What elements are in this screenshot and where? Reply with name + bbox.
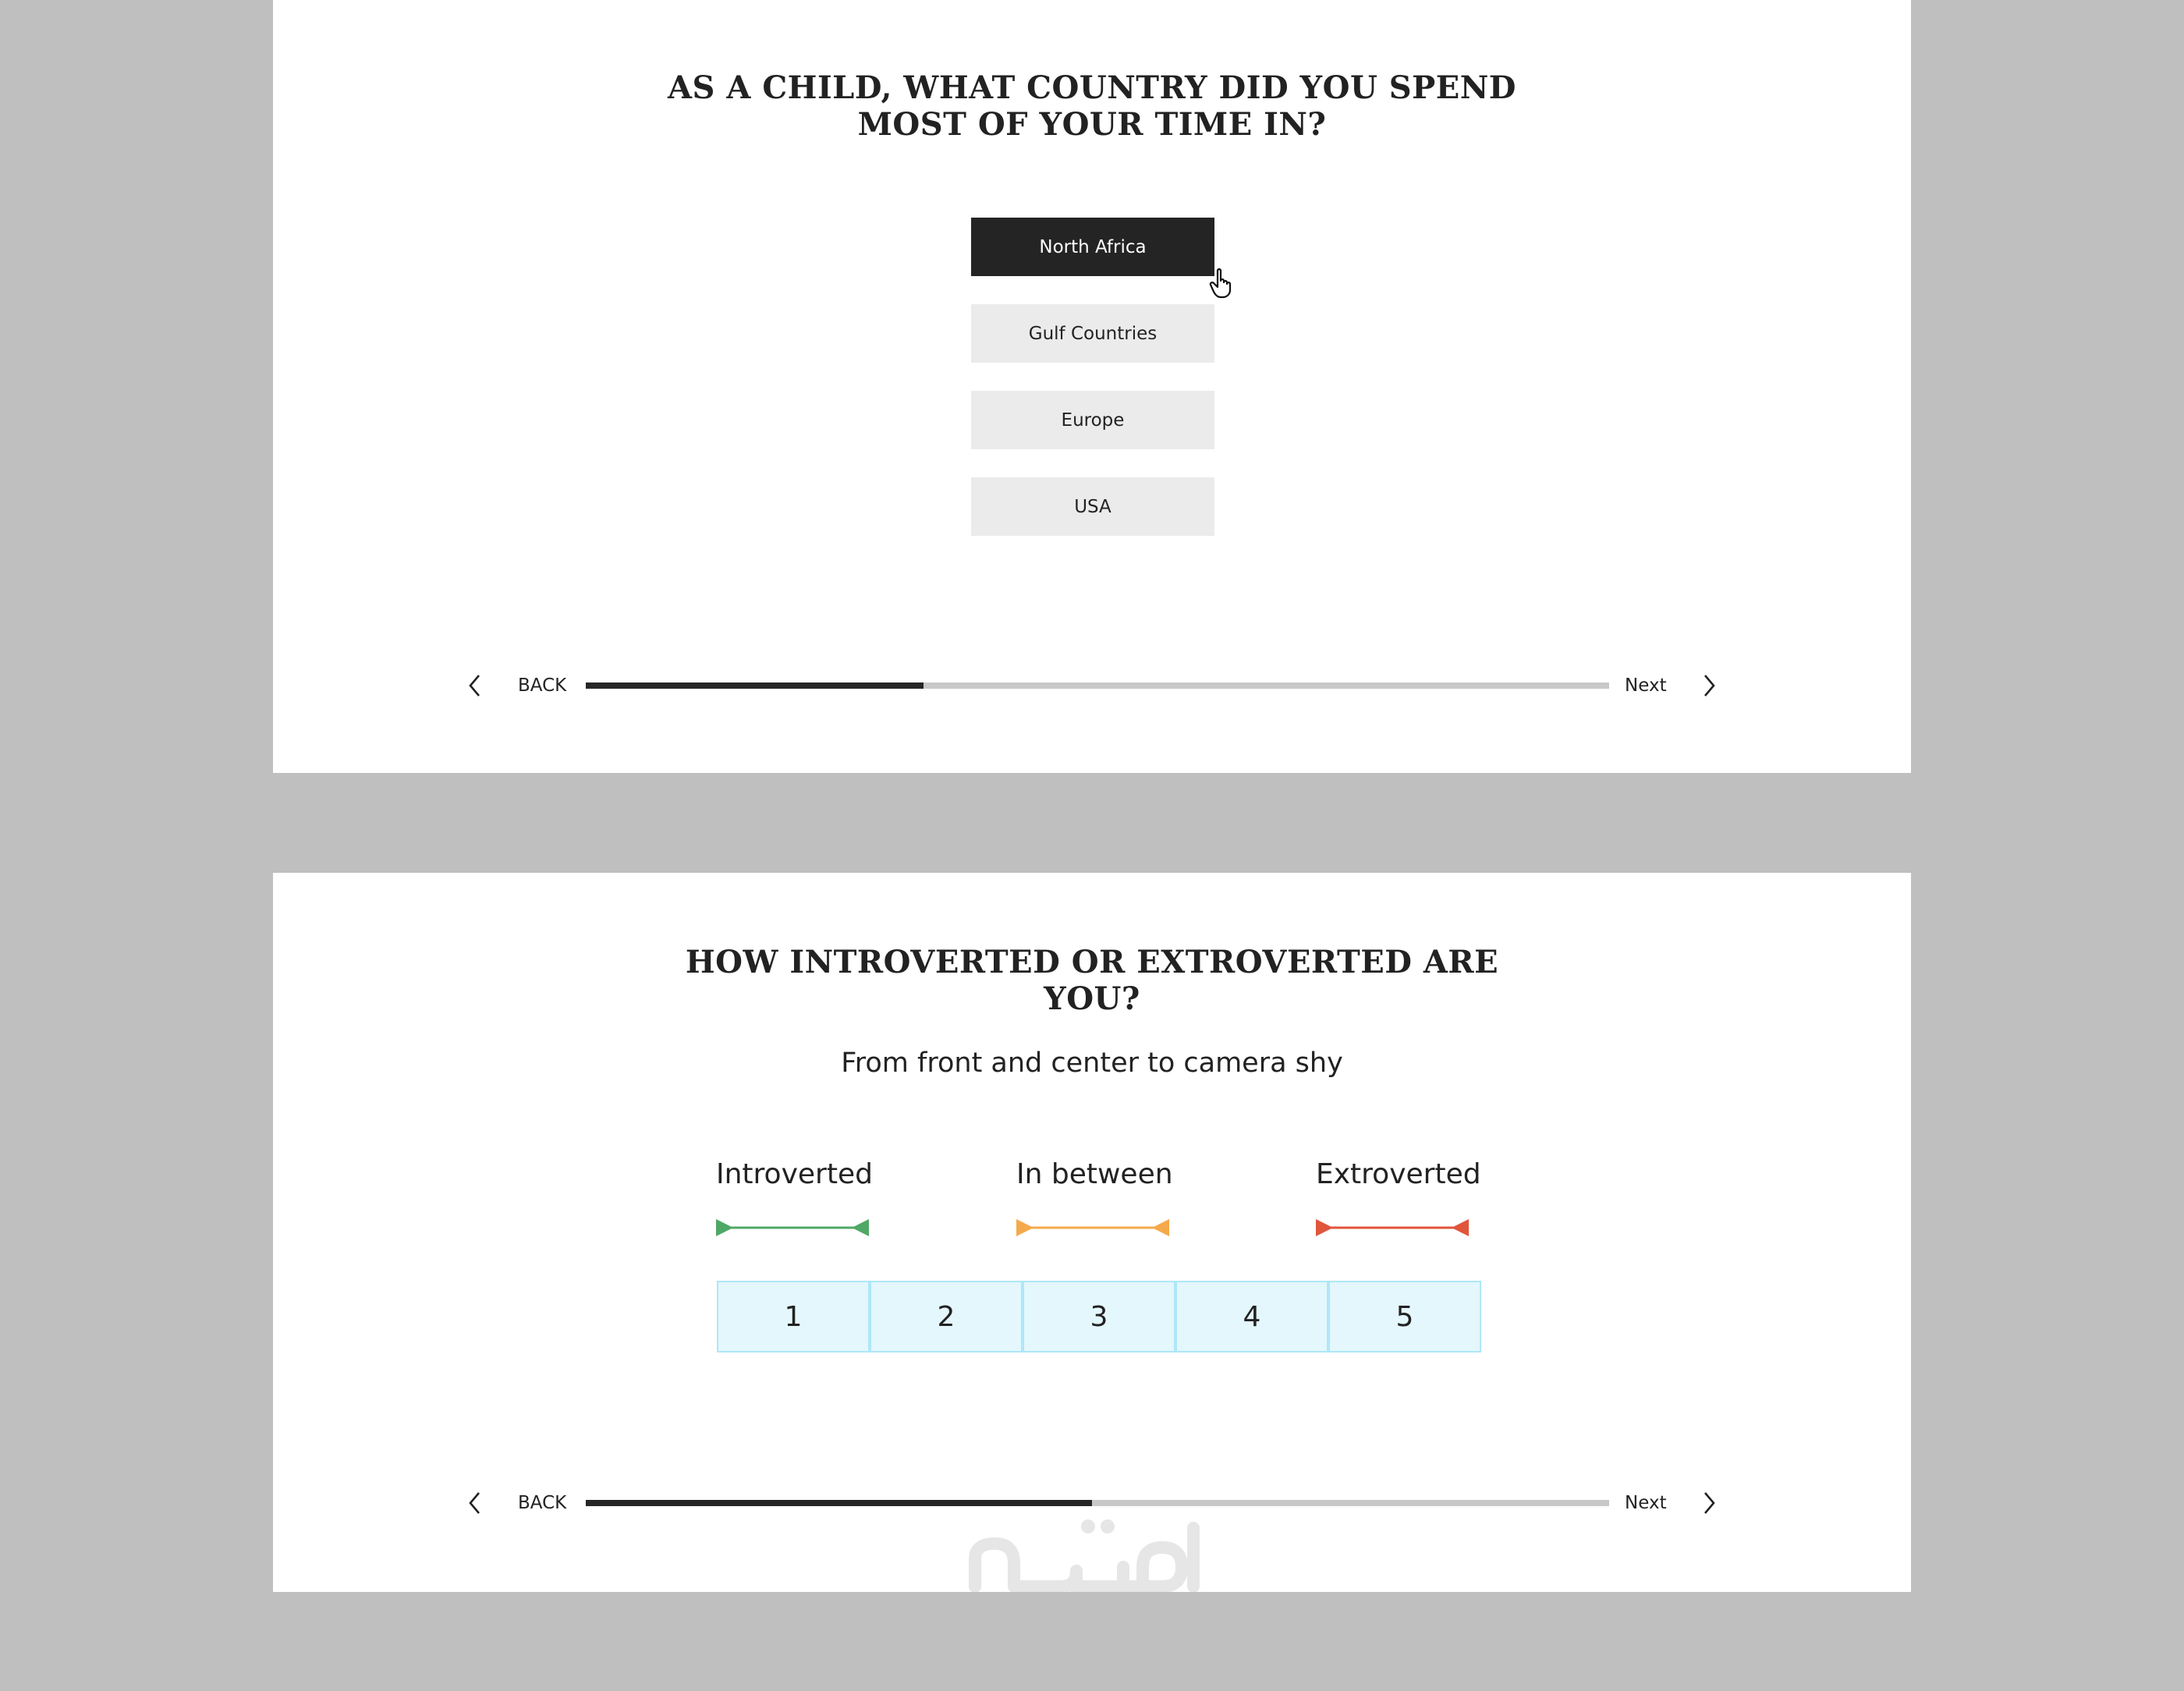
option-usa[interactable]: USA: [971, 477, 1214, 536]
logo-watermark: [959, 1512, 1225, 1592]
question-title-line2: MOST OF YOUR TIME IN?: [857, 106, 1327, 143]
next-button[interactable]: Next: [1625, 675, 1667, 696]
hand-pointer-cursor-icon: [1209, 268, 1236, 299]
rating-scale: [717, 1281, 1481, 1352]
option-europe[interactable]: Europe: [971, 391, 1214, 449]
progress-bar-fill: [586, 682, 924, 689]
option-north-africa[interactable]: North Africa: [971, 218, 1214, 276]
scale-label-extroverted: Extroverted: [1316, 1158, 1481, 1190]
question-panel-country: [273, 0, 1911, 773]
question-title-line2: YOU?: [1044, 980, 1140, 1017]
rating-option-4[interactable]: 4: [1175, 1281, 1328, 1352]
range-arrow-icon: [1316, 1217, 1469, 1239]
rating-option-1[interactable]: 1: [717, 1281, 870, 1352]
rating-option-5[interactable]: 5: [1328, 1281, 1481, 1352]
progress-bar-fill: [586, 1500, 1092, 1506]
back-button[interactable]: BACK: [518, 1493, 567, 1513]
option-gulf-countries[interactable]: Gulf Countries: [971, 304, 1214, 363]
rating-option-2[interactable]: 2: [870, 1281, 1023, 1352]
scale-label-introverted: Introverted: [716, 1158, 873, 1190]
question-subtitle: From front and center to camera shy: [841, 1048, 1343, 1079]
chevron-left-icon[interactable]: [465, 672, 485, 699]
question-title: [273, 944, 1911, 1017]
progress-bar: [586, 1500, 1609, 1506]
question-panel-personality: [273, 873, 1911, 1592]
progress-bar: [586, 682, 1609, 689]
question-title: [273, 69, 1911, 143]
chevron-right-icon[interactable]: [1699, 1490, 1719, 1516]
back-button[interactable]: BACK: [518, 675, 567, 696]
scale-label-in-between: In between: [1016, 1158, 1173, 1190]
next-button[interactable]: Next: [1625, 1493, 1667, 1513]
range-arrow-icon: [1016, 1217, 1169, 1239]
rating-option-3[interactable]: 3: [1023, 1281, 1175, 1352]
question-title-line1: HOW INTROVERTED OR EXTROVERTED ARE: [685, 944, 1499, 980]
chevron-right-icon[interactable]: [1699, 672, 1719, 699]
range-arrow-icon: [716, 1217, 869, 1239]
question-title-line1: AS A CHILD, WHAT COUNTRY DID YOU SPEND: [668, 69, 1516, 106]
chevron-left-icon[interactable]: [465, 1490, 485, 1516]
